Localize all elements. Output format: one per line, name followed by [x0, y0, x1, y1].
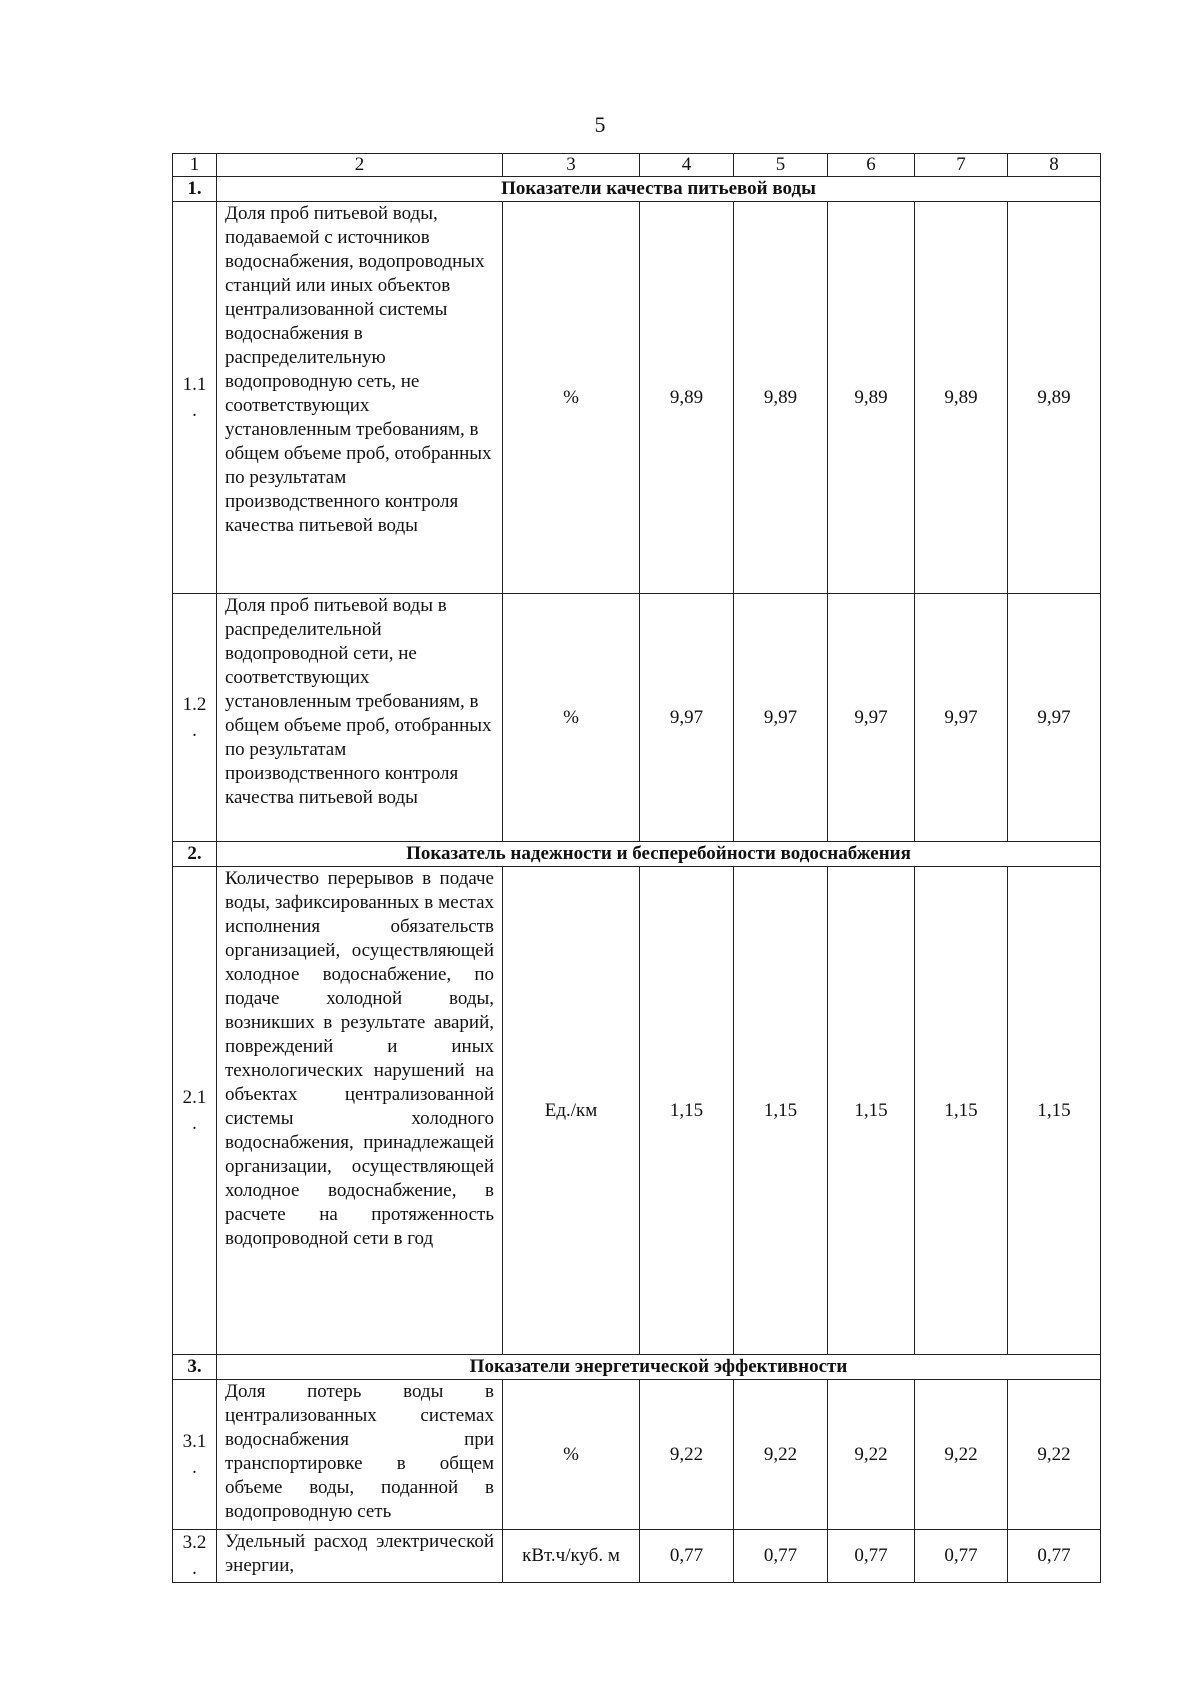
row-description: Количество перерывов в подаче воды, зафиксированных в местах исполнения обязательств организацией, осуществляющей холодное водоснабжение, по подаче холодной воды, возникших в результате аварий, повреждений и иных технологических нарушений на объектах централизованной системы холодного водоснабжения, принадлежащей организации, осуществляющей холодное водоснабжение, в расчете на протяженность водопроводной сети в год	[217, 867, 503, 1355]
row-value: 0,77	[828, 1530, 915, 1583]
row-value: 9,97	[915, 594, 1008, 842]
row-value: 9,89	[828, 202, 915, 594]
row-unit: кВт.ч/куб. м	[503, 1530, 640, 1583]
table-row	[173, 594, 1101, 842]
row-description: Доля проб питьевой воды, подаваемой с источников водоснабжения, водопроводных станций или иных объектов централизованной системы водоснабжения в распределительную водопроводную сеть, не соответствующих установленным требованиям, в общем объеме проб, отобранных по результатам производственного контроля качества питьевой воды	[217, 202, 503, 594]
row-description: Доля проб питьевой воды в распределительной водопроводной сети, не соответствующих установленным требованиям, в общем объеме проб, отобранных по результатам производственного контроля качества питьевой воды	[217, 594, 503, 842]
row-value: 1,15	[734, 867, 828, 1355]
row-unit: %	[503, 1380, 640, 1530]
header-cell: 3	[503, 154, 640, 177]
header-cell: 7	[915, 154, 1008, 177]
row-number-dot: .	[192, 1456, 197, 1478]
row-value: 9,89	[1008, 202, 1101, 594]
section-row	[173, 177, 1101, 202]
row-value: 9,97	[734, 594, 828, 842]
row-number-main: 1.1	[182, 373, 207, 395]
row-number	[173, 867, 217, 1355]
row-unit: %	[503, 202, 640, 594]
section-number: 2.	[173, 842, 217, 867]
row-number-main: 3.2	[182, 1532, 207, 1553]
row-value: 1,15	[1008, 867, 1101, 1355]
row-number-dot: .	[192, 399, 197, 421]
row-value: 9,97	[828, 594, 915, 842]
row-description: Доля потерь воды в централизованных системах водоснабжения при транспортировке в общем объеме воды, поданной в водопроводную сеть	[217, 1380, 503, 1530]
row-number-main: 1.2	[182, 693, 207, 715]
row-number	[173, 1530, 217, 1583]
row-number-main: 3.1	[182, 1430, 207, 1452]
row-value: 9,89	[915, 202, 1008, 594]
row-value: 0,77	[1008, 1530, 1101, 1583]
section-number: 1.	[173, 177, 217, 202]
row-description: Удельный расход электрической энергии,	[217, 1530, 503, 1583]
header-cell: 1	[173, 154, 217, 177]
row-value: 9,22	[828, 1380, 915, 1530]
row-value: 0,77	[734, 1530, 828, 1583]
table-row	[173, 1530, 1101, 1583]
row-number	[173, 594, 217, 842]
section-number: 3.	[173, 1355, 217, 1380]
table-row	[173, 867, 1101, 1355]
row-number	[173, 1380, 217, 1530]
header-cell: 8	[1008, 154, 1101, 177]
header-row	[173, 154, 1101, 177]
row-value: 9,22	[734, 1380, 828, 1530]
row-value: 9,22	[640, 1380, 734, 1530]
header-cell: 6	[828, 154, 915, 177]
page-number: 5	[594, 112, 606, 137]
row-number-dot: .	[192, 1558, 197, 1579]
row-number-dot: .	[192, 719, 197, 741]
section-title: Показатели качества питьевой воды	[217, 177, 1101, 202]
row-number-main: 2.1	[182, 1086, 207, 1108]
row-value: 0,77	[640, 1530, 734, 1583]
row-unit: Ед./км	[503, 867, 640, 1355]
section-row	[173, 1355, 1101, 1380]
table-row	[173, 202, 1101, 594]
table-row	[173, 1380, 1101, 1530]
row-value: 9,97	[640, 594, 734, 842]
row-value: 9,89	[734, 202, 828, 594]
indicators-table	[172, 153, 1101, 1583]
row-value: 1,15	[640, 867, 734, 1355]
row-value: 1,15	[915, 867, 1008, 1355]
row-value: 9,22	[1008, 1380, 1101, 1530]
row-value: 9,89	[640, 202, 734, 594]
row-value: 1,15	[828, 867, 915, 1355]
row-number-dot: .	[192, 1112, 197, 1134]
header-cell: 2	[217, 154, 503, 177]
row-number	[173, 202, 217, 594]
section-title: Показатель надежности и бесперебойности водоснабжения	[217, 842, 1101, 867]
row-value: 9,97	[1008, 594, 1101, 842]
row-unit: %	[503, 594, 640, 842]
section-row	[173, 842, 1101, 867]
header-cell: 5	[734, 154, 828, 177]
section-title: Показатели энергетической эффективности	[217, 1355, 1101, 1380]
row-value: 0,77	[915, 1530, 1008, 1583]
header-cell: 4	[640, 154, 734, 177]
row-value: 9,22	[915, 1380, 1008, 1530]
